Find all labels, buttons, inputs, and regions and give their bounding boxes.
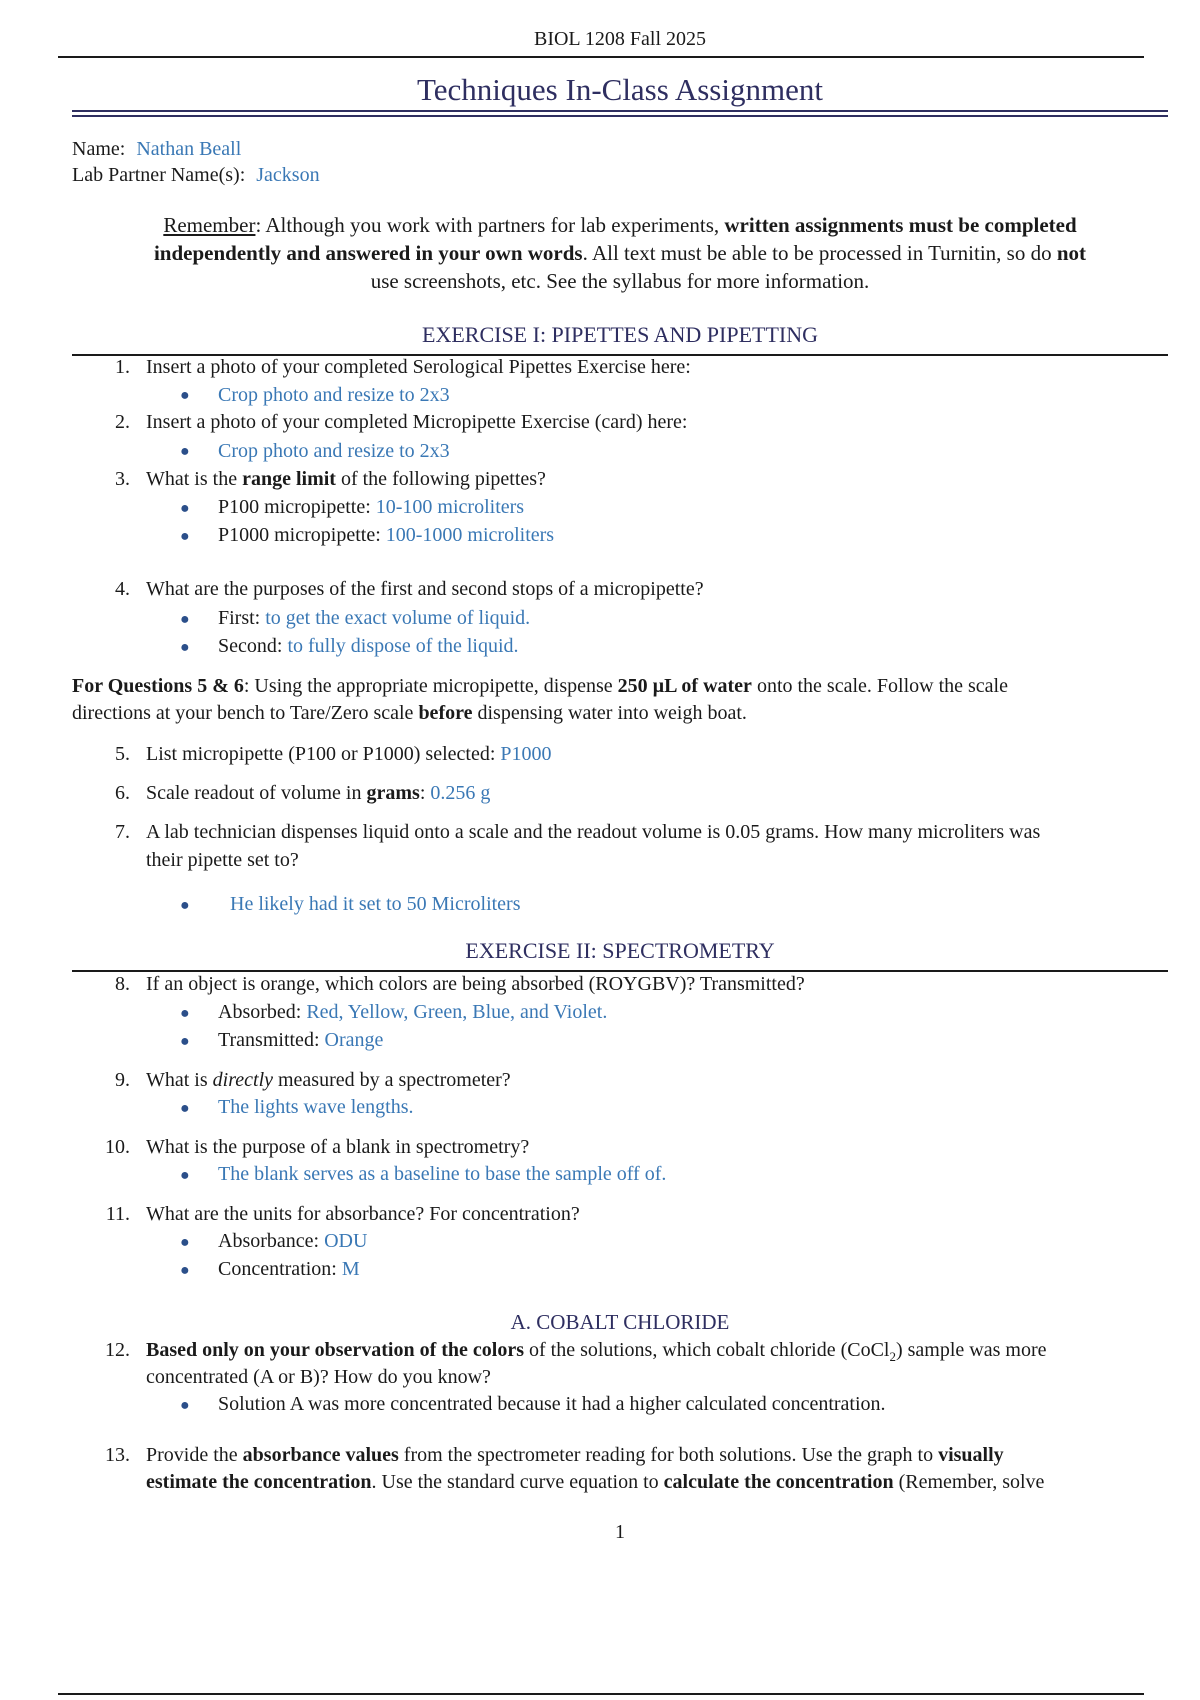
- bullet-icon: ●: [180, 387, 190, 404]
- bullet-icon: ●: [180, 1234, 190, 1251]
- q8-transmitted: [218, 1029, 383, 1052]
- q7-text-line-2: their pipette set to?: [146, 849, 299, 871]
- q4-first: [218, 607, 530, 630]
- q11-concentration-label: Concentration:: [218, 1258, 342, 1280]
- intro56-line-1: [72, 675, 1008, 698]
- header-rule: [58, 56, 1144, 58]
- q6-text-c: :: [419, 782, 431, 804]
- q8-text: If an object is orange, which colors are being absorbed (ROYGBV)? Transmitted?: [146, 973, 805, 995]
- q6-text: [146, 782, 490, 805]
- q3-p100-value: 10-100 microliters: [375, 496, 525, 518]
- remember-line-2: [0, 241, 1200, 266]
- q5-answer: P1000: [500, 743, 552, 765]
- q8-absorbed-label: Absorbed:: [218, 1001, 307, 1023]
- q5-number: 5.: [115, 743, 130, 765]
- intro56-b: : Using the appropriate micropipette, dispense: [243, 675, 618, 697]
- exercise1-heading: EXERCISE I: PIPETTES AND PIPETTING: [422, 322, 818, 347]
- q10-number: 10.: [105, 1136, 130, 1158]
- q13-text-f: . Use the standard curve equation to: [371, 1471, 664, 1493]
- q2-text: Insert a photo of your completed Micropipette Exercise (card) here:: [146, 411, 688, 433]
- q13-text-line-1: [146, 1444, 1004, 1467]
- q11-absorbance: [218, 1230, 367, 1253]
- q11-absorbance-value: ODU: [324, 1230, 368, 1252]
- q8-absorbed: [218, 1001, 607, 1024]
- q5-text: [146, 743, 552, 766]
- q13-text-g: calculate the concentration: [663, 1471, 894, 1493]
- q13-text-b: absorbance values: [242, 1444, 399, 1466]
- q6-answer: 0.256 g: [430, 782, 491, 804]
- q13-text-line-2: [146, 1471, 1044, 1494]
- bullet-icon: ●: [180, 500, 190, 517]
- q3-p100: [218, 496, 524, 519]
- q5-question: List micropipette (P100 or P1000) selected:: [146, 743, 501, 765]
- q10-text: What is the purpose of a blank in spectrometry?: [146, 1136, 530, 1158]
- q3-text-b: range limit: [242, 468, 336, 490]
- q4-second-label: Second:: [218, 635, 288, 657]
- q6-number: 6.: [115, 782, 130, 804]
- title-rule-top: [72, 110, 1168, 112]
- q9-text-b: directly: [212, 1069, 273, 1091]
- intro56-c: 250 µL of water: [617, 675, 752, 697]
- intro56-d: onto the scale. Follow the scale: [751, 675, 1008, 697]
- remember-text-1b: written assignments must be completed: [724, 213, 1077, 237]
- name-label: Name:: [72, 138, 126, 160]
- q12-number: 12.: [105, 1339, 130, 1361]
- q12-text-b: of the solutions, which cobalt chloride (CoCl: [523, 1339, 890, 1361]
- q4-number: 4.: [115, 578, 130, 600]
- q9-number: 9.: [115, 1069, 130, 1091]
- exercise2-rule: [72, 970, 1168, 972]
- q1-text: Insert a photo of your completed Serological Pipettes Exercise here:: [146, 356, 691, 378]
- q7-text-line-1: A lab technician dispenses liquid onto a scale and the readout volume is 0.05 grams. How many microliters was: [146, 821, 1041, 843]
- q2-answer: Crop photo and resize to 2x3: [218, 440, 450, 462]
- remember-line-3: use screenshots, etc. See the syllabus for more information.: [370, 269, 870, 293]
- remember-text-2b: . All text must be able to be processed in Turnitin, so do: [582, 241, 1057, 265]
- q8-transmitted-label: Transmitted:: [218, 1029, 325, 1051]
- q3-p100-label: P100 micropipette:: [218, 496, 376, 518]
- q2-number: 2.: [115, 411, 130, 433]
- intro56-line-2: [72, 702, 747, 725]
- q3-p1000: [218, 524, 554, 547]
- partner-value: Jackson: [256, 164, 320, 186]
- remember-text-2c: not: [1056, 241, 1087, 265]
- title-rule-bottom: [72, 115, 1168, 117]
- q3-text: [146, 468, 546, 491]
- q1-number: 1.: [115, 356, 130, 378]
- partner-line: [72, 164, 320, 187]
- partner-label: Lab Partner Name(s):: [72, 164, 246, 186]
- bullet-icon: ●: [180, 1100, 190, 1117]
- q7-number: 7.: [115, 821, 130, 843]
- q3-text-a: What is the: [146, 468, 243, 490]
- q8-number: 8.: [115, 973, 130, 995]
- page-title: Techniques In-Class Assignment: [417, 72, 823, 107]
- q9-answer: The lights wave lengths.: [218, 1096, 414, 1118]
- name-value: Nathan Beall: [136, 138, 242, 160]
- name-line: [72, 138, 241, 161]
- q4-second: [218, 635, 519, 658]
- q8-absorbed-value: Red, Yellow, Green, Blue, and Violet.: [306, 1001, 608, 1023]
- q8-transmitted-value: Orange: [324, 1029, 384, 1051]
- intro56-g: dispensing water into weigh boat.: [472, 702, 747, 724]
- q11-number: 11.: [105, 1203, 130, 1225]
- q4-text: What are the purposes of the first and second stops of a micropipette?: [146, 578, 704, 600]
- q3-p1000-value: 100-1000 microliters: [385, 524, 555, 546]
- intro56-e: directions at your bench to Tare/Zero scale: [72, 702, 419, 724]
- q12-text-a: Based only on your observation of the colors: [146, 1339, 524, 1361]
- q3-text-c: of the following pipettes?: [335, 468, 546, 490]
- q6-text-b: grams: [366, 782, 420, 804]
- q13-text-c: from the spectrometer reading for both solutions. Use the graph to: [398, 1444, 939, 1466]
- q4-first-value: to get the exact volume of liquid.: [265, 607, 531, 629]
- q11-concentration: [218, 1258, 360, 1281]
- q4-second-value: to fully dispose of the liquid.: [287, 635, 519, 657]
- course-header: BIOL 1208 Fall 2025: [533, 28, 707, 50]
- q11-text: What are the units for absorbance? For concentration?: [146, 1203, 580, 1225]
- q12-answer: Solution A was more concentrated because it had a higher calculated concentration.: [218, 1393, 886, 1415]
- intro56-f: before: [418, 702, 473, 724]
- q13-text-e: estimate the concentration: [146, 1471, 372, 1493]
- bullet-icon: ●: [180, 1397, 190, 1414]
- bullet-icon: ●: [180, 897, 190, 914]
- q6-text-a: Scale readout of volume in: [146, 782, 367, 804]
- bullet-icon: ●: [180, 528, 190, 545]
- bullet-icon: ●: [180, 1167, 190, 1184]
- q1-answer: Crop photo and resize to 2x3: [218, 384, 450, 406]
- q9-text: [146, 1069, 511, 1092]
- q9-text-c: measured by a spectrometer?: [273, 1069, 511, 1091]
- remember-text-1a: : Although you work with partners for lab experiments,: [255, 213, 725, 237]
- bullet-icon: ●: [180, 1033, 190, 1050]
- q3-p1000-label: P1000 micropipette:: [218, 524, 386, 546]
- q11-concentration-value: M: [341, 1258, 360, 1280]
- q12-subscript: 2: [889, 1349, 896, 1364]
- q13-text-a: Provide the: [146, 1444, 243, 1466]
- remember-text-2a: independently and answered in your own words: [153, 241, 583, 265]
- page-number: 1: [615, 1521, 625, 1543]
- q13-text-h: (Remember, solve: [893, 1471, 1045, 1493]
- q10-answer: The blank serves as a baseline to base the sample off of.: [218, 1163, 667, 1185]
- q11-absorbance-label: Absorbance:: [218, 1230, 325, 1252]
- exercise2-heading: EXERCISE II: SPECTROMETRY: [465, 938, 775, 963]
- q12-text-line-1: [146, 1339, 1047, 1365]
- q13-number: 13.: [105, 1444, 130, 1466]
- q7-answer: He likely had it set to 50 Microliters: [230, 893, 521, 915]
- footer-rule: [58, 1693, 1144, 1695]
- remember-label: Remember: [163, 213, 256, 237]
- q12-text-c: ) sample was more: [895, 1339, 1047, 1361]
- q13-text-d: visually: [938, 1444, 1004, 1466]
- bullet-icon: ●: [180, 1005, 190, 1022]
- q9-text-a: What is: [146, 1069, 213, 1091]
- intro56-a: For Questions 5 & 6: [72, 675, 244, 697]
- q4-first-label: First:: [218, 607, 266, 629]
- bullet-icon: ●: [180, 611, 190, 628]
- bullet-icon: ●: [180, 639, 190, 656]
- remember-line-1: [0, 213, 1200, 238]
- q12-text-line-2: concentrated (A or B)? How do you know?: [146, 1366, 491, 1388]
- cobalt-heading: A. COBALT CHLORIDE: [510, 1310, 730, 1334]
- bullet-icon: ●: [180, 443, 190, 460]
- q3-number: 3.: [115, 468, 130, 490]
- bullet-icon: ●: [180, 1262, 190, 1279]
